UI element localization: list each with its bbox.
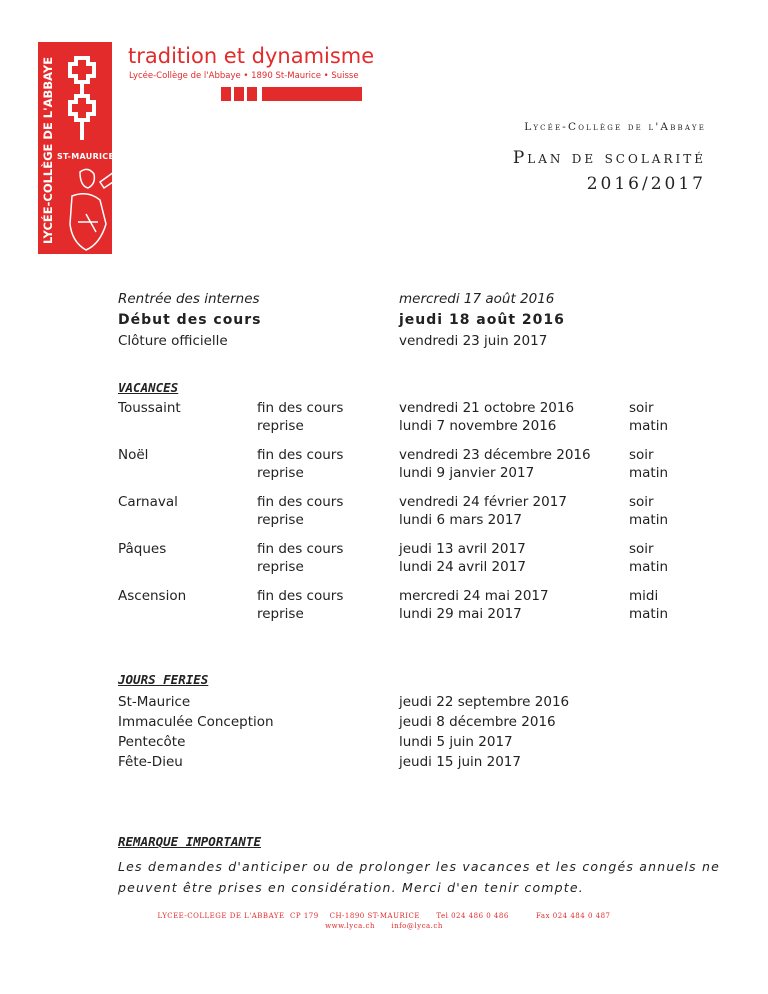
vacation-dates: vendredi 21 octobre 2016 lundi 7 novembre 2016 xyxy=(399,400,575,434)
logo-title: tradition et dynamisme xyxy=(128,44,375,68)
vacation-dates: mercredi 24 mai 2017 lundi 29 mai 2017 xyxy=(399,588,549,622)
feries-heading: JOURS FERIES xyxy=(118,672,209,687)
vacation-name: Carnaval xyxy=(118,494,178,510)
plan-year: 2016/2017 xyxy=(586,174,706,194)
vacation-name: Ascension xyxy=(118,588,187,604)
logo-blocks xyxy=(221,86,365,105)
logo-vertical-text xyxy=(40,48,56,248)
vacation-times: soir matin xyxy=(629,494,669,528)
feries-names: St-Maurice Immaculée Conception Pentecôte Fête-Dieu xyxy=(118,694,274,770)
vacation-events: fin des cours reprise xyxy=(257,541,344,575)
vacation-events: fin des cours reprise xyxy=(257,494,344,528)
footer-web: www.lyca.ch info@lyca.ch xyxy=(325,922,443,930)
vacation-dates: vendredi 23 décembre 2016 lundi 9 janvier 2017 xyxy=(399,447,591,481)
vacation-name: Pâques xyxy=(118,541,167,557)
vacation-name: Noël xyxy=(118,447,149,463)
logo-subtitle: Lycée-Collège de l'Abbaye • 1890 St-Maurice • Suisse xyxy=(129,71,359,81)
vacation-times: soir matin xyxy=(629,400,669,434)
vacation-times: soir matin xyxy=(629,447,669,481)
vacances-heading: VACANCES xyxy=(118,380,179,395)
logo-city: ST-MAURICE xyxy=(57,152,115,161)
vacation-dates: vendredi 24 février 2017 lundi 6 mars 2017 xyxy=(399,494,567,528)
school-name: Lycée-Collège de l'Abbaye xyxy=(524,121,706,133)
key-date-label: Rentrée des internes xyxy=(118,291,260,307)
plan-title: Plan de scolarité xyxy=(512,148,706,168)
remark-text: Les demandes d'anticiper ou de prolonger les vacances et les congés annuels ne peuvent être prises en considération. Merci d'en tenir compte. xyxy=(118,859,720,895)
vacation-times: midi matin xyxy=(629,588,669,622)
key-date-value: vendredi 23 juin 2017 xyxy=(399,333,548,349)
key-date-label: Clôture officielle xyxy=(118,333,228,349)
vacation-times: soir matin xyxy=(629,541,669,575)
vacation-events: fin des cours reprise xyxy=(257,447,344,481)
footer-address: LYCEE-COLLEGE DE L'ABBAYE CP 179 CH-1890 ST-MAURICE Tel 024 486 0 486 Fax 024 484 0 487 xyxy=(157,912,611,920)
vacation-events: fin des cours reprise xyxy=(257,400,344,434)
key-date-value: jeudi 18 août 2016 xyxy=(399,312,565,328)
vacation-events: fin des cours reprise xyxy=(257,588,344,622)
cross-emblem-icon xyxy=(62,52,102,148)
feries-dates: jeudi 22 septembre 2016 jeudi 8 décembre 2016 lundi 5 juin 2017 jeudi 15 juin 2017 xyxy=(399,694,570,770)
key-date-label: Début des cours xyxy=(118,312,262,328)
vacation-dates: jeudi 13 avril 2017 lundi 24 avril 2017 xyxy=(399,541,526,575)
key-date-value: mercredi 17 août 2016 xyxy=(399,291,555,307)
svg-text:LYCÉE-COLLÈGE DE L'ABBAYE: LYCÉE-COLLÈGE DE L'ABBAYE xyxy=(41,56,55,244)
saint-figure-icon xyxy=(60,162,120,258)
remark-heading: REMARQUE IMPORTANTE xyxy=(118,834,261,849)
vacation-name: Toussaint xyxy=(118,400,181,416)
